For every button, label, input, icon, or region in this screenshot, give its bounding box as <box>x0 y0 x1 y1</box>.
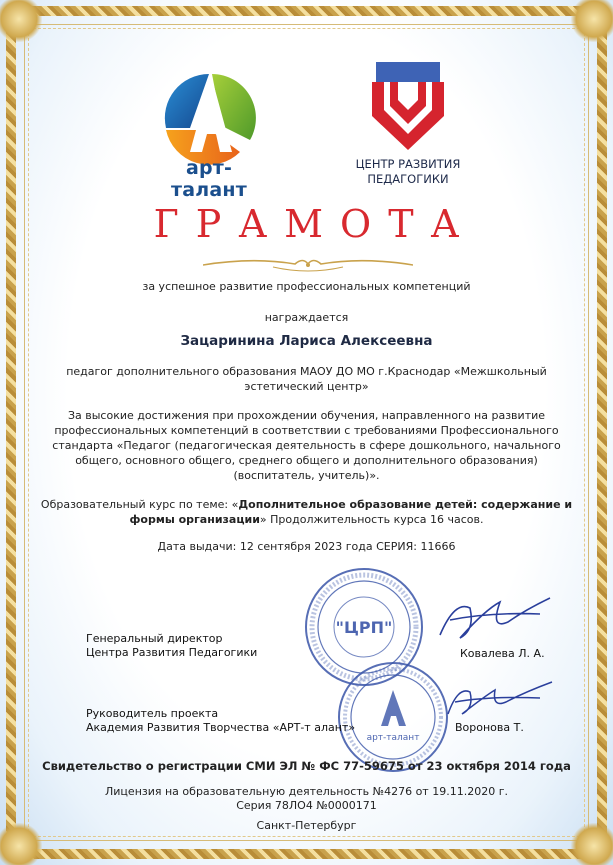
crp-logo <box>368 60 448 152</box>
achievement-text: За высокие достижения при прохождении обучения, направленного на развитие <box>67 409 546 422</box>
recipient-position: педагог дополнительного образования МАОУ ДО МО г.Краснодар «Межшкольный <box>66 365 547 378</box>
course-title: Дополнительное образование детей: содержание и <box>238 498 573 511</box>
gold-flourish <box>203 255 413 275</box>
achievement-text: общего, основного общего, среднего общего и дополнительного образования) <box>75 454 538 467</box>
crp-logo-line: ЦЕНТР РАЗВИТИЯ <box>355 157 461 171</box>
certificate-title: ГРАМОТА <box>153 202 477 246</box>
signer-role-line: Руководитель проекта <box>86 707 219 720</box>
license-series: Серия 78ЛО4 №0000171 <box>236 799 377 812</box>
signer-role-line: Академия Развития Творчества «АРТ-т алант» <box>86 721 356 734</box>
achievement-text: профессиональных компетенций в соответствии с требованиями Профессионального <box>54 424 559 437</box>
city: Санкт-Петербург <box>256 819 357 832</box>
recipient-position: эстетический центр» <box>244 380 369 393</box>
achievement-text: стандарта «Педагог (педагогическая деятельность в сфере дошкольного, начального <box>52 439 561 452</box>
signer-role <box>86 707 355 735</box>
awarded-text: награждается <box>264 311 349 324</box>
signer-role-line: Центра Развития Педагогики <box>86 646 258 659</box>
signer-name: Ковалева Л. А. <box>460 647 545 660</box>
crp-logo-line: ПЕДАГОГИКИ <box>367 172 449 186</box>
issue-date: Дата выдачи: 12 сентября 2023 года СЕРИЯ: 11666 <box>157 540 456 553</box>
corner-ornament <box>0 0 42 42</box>
art-talant-logo-text: арт-талант <box>171 157 247 201</box>
license-text: Лицензия на образовательную деятельность №4276 от 19.11.2020 г. <box>105 785 508 798</box>
course-prefix: Образовательный курс по теме: « <box>40 498 239 511</box>
signer-role-line: Генеральный директор <box>86 632 223 645</box>
course-title: формы организации <box>129 513 260 526</box>
stamp-label: арт-талант <box>366 733 420 743</box>
course-duration: » Продолжительность курса 16 часов. <box>259 513 484 526</box>
signature-kovaleva <box>430 590 555 650</box>
recipient-name: Зацаринина Лариса Алексеевна <box>180 333 433 349</box>
signature-voronova <box>440 678 555 723</box>
course-line-2 <box>0 512 613 527</box>
course-line-1 <box>0 497 613 512</box>
corner-ornament <box>571 0 613 42</box>
stamp-label: "ЦРП" <box>335 618 393 637</box>
crp-logo-text <box>340 157 476 187</box>
award-reason: за успешное развитие профессиональных компетенций <box>142 280 471 293</box>
signer-name: Воронова Т. <box>455 721 524 734</box>
achievement-text: (воспитатель, учитель)». <box>233 469 380 482</box>
signer-role <box>86 632 257 660</box>
registration-text: Свидетельство о регистрации СМИ ЭЛ № ФС 77-59675 от 23 октября 2014 года <box>42 759 571 773</box>
